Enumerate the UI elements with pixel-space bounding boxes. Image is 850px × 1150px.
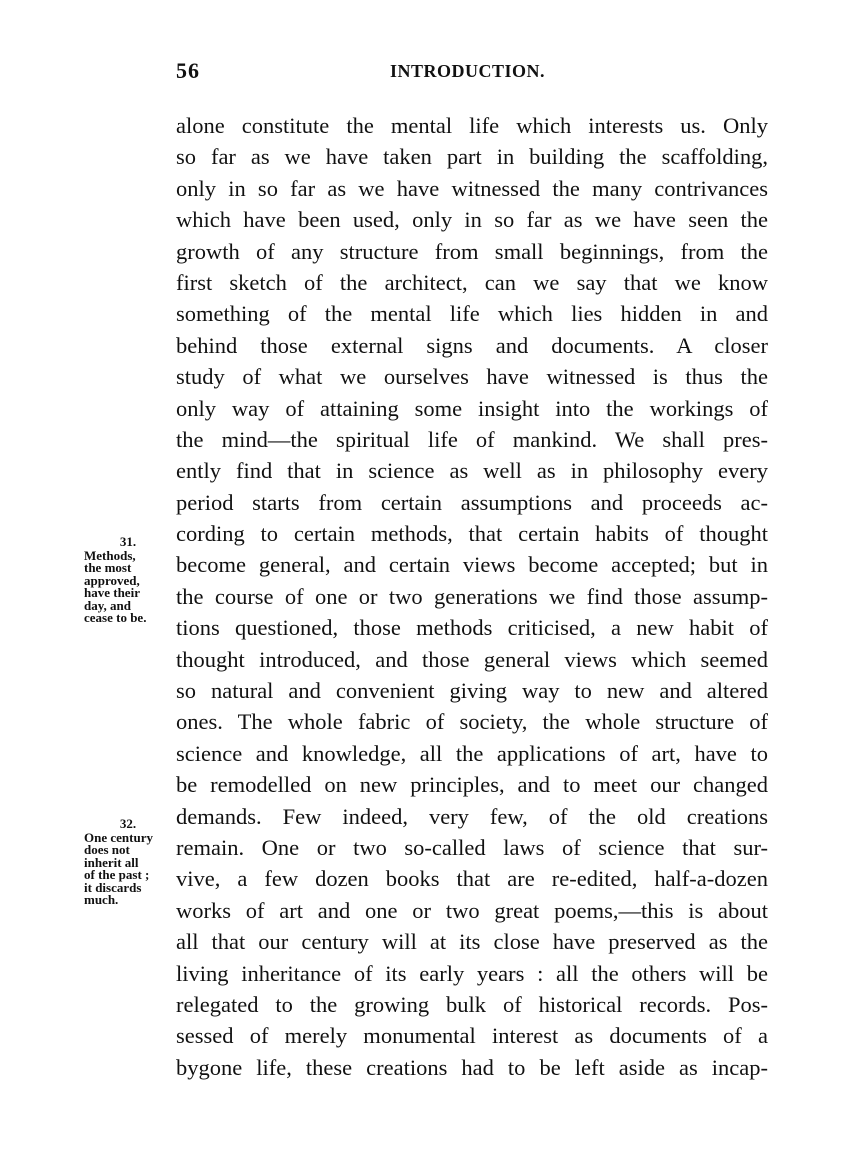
page-header <box>0 58 850 88</box>
text-line: only in so far as we have witnessed the many contrivances <box>176 175 768 201</box>
text-line: relegated to the growing bulk of historical records. Pos- <box>176 991 768 1017</box>
text-line: the course of one or two generations we find those assump- <box>176 583 768 609</box>
sidenote-line: inherit all <box>84 854 139 870</box>
text-line: behind those external signs and documents. A closer <box>176 332 768 358</box>
sidenote-number: 31. <box>119 534 137 549</box>
sidenote-line: does not <box>84 842 130 857</box>
text-line: remain. One or two so-called laws of science that sur- <box>176 834 768 860</box>
text-line: vive, a few dozen books that are re-edited, half-a-dozen <box>176 866 768 892</box>
sidenote-number: 32. <box>119 816 137 831</box>
text-line: study of what we ourselves have witnessed is thus the <box>176 364 768 390</box>
sidenote-line: day, and <box>84 597 131 613</box>
sidenote-line: One century <box>84 829 153 845</box>
sidenote-31 <box>84 536 166 625</box>
text-line: alone constitute the mental life which interests us. Only <box>176 113 768 138</box>
text-line: cording to certain methods, that certain habits of thought <box>176 521 768 547</box>
sidenote-line: have their <box>84 585 140 600</box>
text-line: ently find that in science as well as in philosophy every <box>176 458 768 484</box>
text-line: be remodelled on new principles, and to meet our changed <box>176 772 768 798</box>
sidenote-line: Methods, <box>84 547 136 563</box>
text-line: first sketch of the architect, can we say that we know <box>176 269 768 295</box>
sidenote-32 <box>84 818 166 907</box>
text-line: bygone life, these creations had to be left aside as incap- <box>176 1054 768 1080</box>
text-line: so natural and convenient giving way to new and altered <box>176 678 768 704</box>
running-head: INTRODUCTION. <box>390 61 546 81</box>
body-text <box>176 110 768 1083</box>
text-line: tions questioned, those methods criticised, a new habit of <box>176 615 768 641</box>
text-line: which have been used, only in so far as we have seen the <box>176 207 768 233</box>
text-line: all that our century will at its close have preserved as the <box>176 929 768 955</box>
sidenote-line: it discards <box>84 879 142 895</box>
sidenote-line: of the past ; <box>84 867 150 882</box>
text-line: living inheritance of its early years : all the others will be <box>176 960 768 986</box>
sidenote-line: the most <box>84 560 132 575</box>
page-number: 56 <box>176 58 200 83</box>
text-line: the mind—the spiritual life of mankind. We shall pres- <box>176 426 768 452</box>
text-line: so far as we have taken part in building the scaffolding, <box>176 144 768 170</box>
text-line: period starts from certain assumptions and proceeds ac- <box>176 489 768 515</box>
sidenote-line: cease to be. <box>84 610 147 625</box>
text-line: only way of attaining some insight into the workings of <box>176 395 768 421</box>
text-line: sessed of merely monumental interest as documents of a <box>176 1023 768 1049</box>
text-line: science and knowledge, all the applications of art, have to <box>176 740 768 766</box>
text-line: become general, and certain views become accepted; but in <box>176 552 768 578</box>
text-line: growth of any structure from small beginnings, from the <box>176 238 768 264</box>
sidenote-line: much. <box>84 892 119 907</box>
sidenote-line: approved, <box>84 572 140 588</box>
text-line: ones. The whole fabric of society, the whole structure of <box>176 709 768 735</box>
text-line: demands. Few indeed, very few, of the old creations <box>176 803 768 829</box>
text-line: something of the mental life which lies hidden in and <box>176 301 768 327</box>
text-line: works of art and one or two great poems,—this is about <box>176 897 768 923</box>
text-line: thought introduced, and those general views which seemed <box>176 646 768 672</box>
